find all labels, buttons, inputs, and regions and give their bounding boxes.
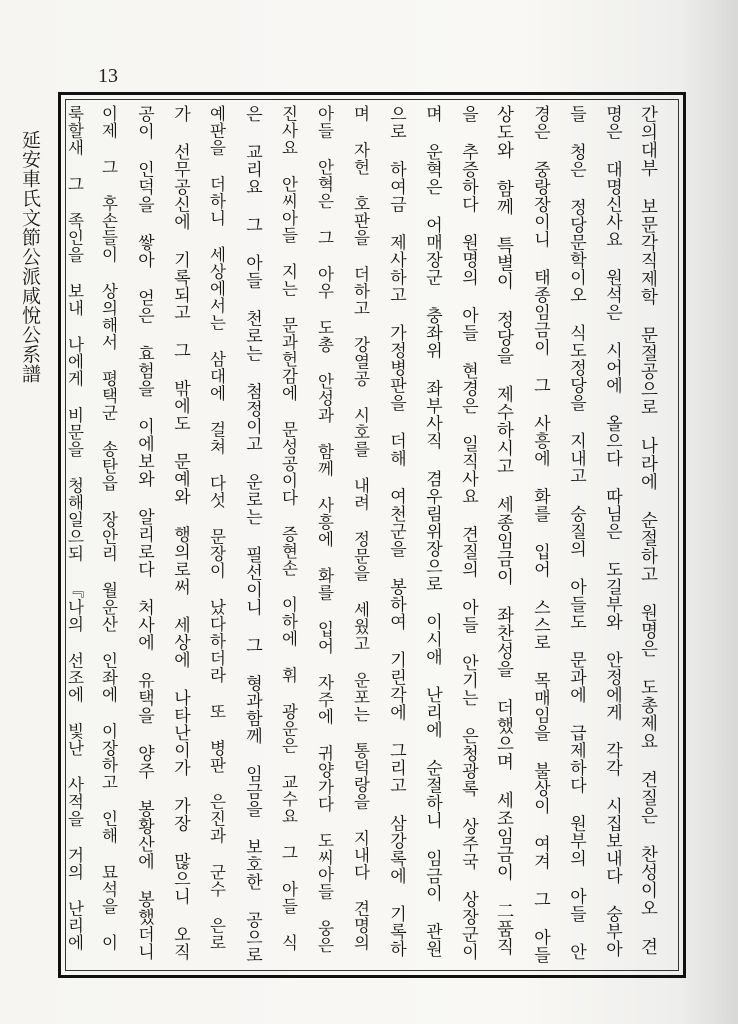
text-column-3: 들 청은 정당문학이오 식도정당을 지내고 숭질의 아들도 문과에 급제하다 원부의 아들 안	[566, 105, 586, 961]
text-column-8: 으로 하여금 제사하고 가정병판을 더해 여천군을 봉하여 기린각에 그리고 삼강록에 기록하	[386, 105, 406, 958]
text-column-5: 상도와 함께 특별이 정당을 제수하시고 세종임금이 좌찬성을 더했으며 세조임금이 二품직	[494, 105, 514, 956]
text-column-14: 가 선무공신에 기록되고 그 밖에도 문예와 행의로써 세상에 나타난이가 가장 많으니 오직	[170, 105, 190, 961]
text-column-12: 은 교리요 그 아들 천로는 첨정이고 운로는 필선이니 그 형과함께 임금을 보호한 공으로	[242, 105, 262, 963]
text-column-13: 예판을 더하니 세상에서는 삼대에 걸쳐 다섯 문장이 났다하더라 또 병판 은진과 군수 은로	[207, 105, 226, 951]
page-number: 13	[98, 65, 118, 87]
text-column-2: 명은 대명신사요 원석은 시어에 올으다 따님은 도길부와 안정에게 각각 시집보내다 숭부아	[602, 105, 622, 958]
text-column-4: 경은 중랑장이니 태종임금이 그 사흥에 화를 입어 스스로 목매임을 불상이 여겨 그 아들	[530, 105, 550, 963]
text-column-11: 진사요 안씨아들 지는 문과헌감에 문성공이다 증현손 이하에 휘 광운은 교수요 그 아들 식	[279, 105, 298, 951]
text-column-10: 아들 안혁은 그 아우 도총 안성과 함께 사흥에 화를 입어 자주에 귀양가다 도씨아들 웅은	[315, 105, 334, 954]
text-column-16: 이제 그 후손들이 상의해서 평택군 송탄읍 장안리 월운산 인좌에 이장하고 인해 묘석을 이	[99, 105, 118, 951]
text-frame	[58, 92, 686, 978]
text-column-15: 공이 인덕을 쌓아 얻은 효험을 이에보와 알리로다 처사에 유택을 양주 봉황산에 봉했더니	[134, 105, 154, 961]
text-column-7: 며 운혁은 어매장군 충좌위 좌부사직 겸우림위장으로 이시애 난리에 순절하니 임금이 관원	[422, 105, 442, 958]
text-column-1: 간의대부 보문각직제학 문절공으로 나라에 순절하고 원명은 도총제요 견질은 찬성이오 견	[638, 105, 658, 956]
genealogy-title: 延安車氏文節公派咸悅公系譜	[19, 130, 41, 384]
text-column-9: 며 자헌 호판을 더하고 강열공 시호를 내려 정문을 세웠고 운포는 통덕랑을 지내다 견명의	[351, 105, 370, 951]
text-column-6: 을 추증하다 원명의 아들 현경은 일직사요 견질의 아들 안기는 은청광록 상주국 상장군이	[458, 105, 478, 961]
text-column-17: 룩할새 그 족인을 보내 나에게 비문을 청해일으되 『나의 선조에 빛난 사적을 거의 난리에	[65, 105, 84, 951]
